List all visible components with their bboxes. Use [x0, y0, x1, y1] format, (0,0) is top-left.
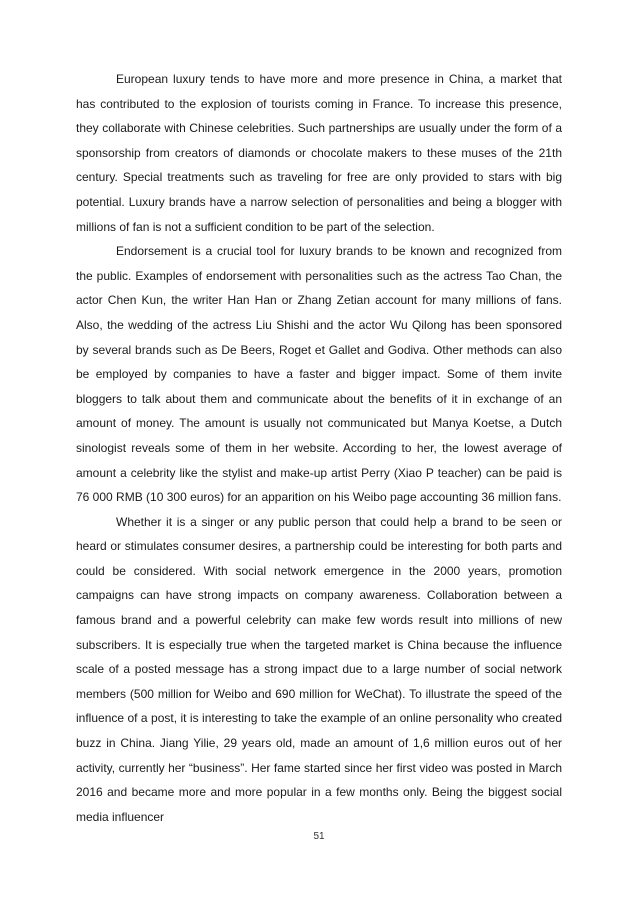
paragraph-partnership: Whether it is a singer or any public person that could help a brand to be seen or heard or stimulates consumer desires, a partnership could be interesting for both parts and could be considered. With social network emergence in the 2000 years, promotion campaigns can have strong impacts on company awareness. Collaboration between a famous brand and a powerful celebrity can make few words result into millions of new subscribers. It is especially true when the targeted market is China because the influence scale of a posted message has a strong impact due to a large number of social network members (500 million for Weibo and 690 million for WeChat). To illustrate the speed of the influence of a post, it is interesting to take the example of an online personality who created buzz in China. Jiang Yilie, 29 years old, made an amount of 1,6 million euros out of her activity, currently her “business”. Her fame started since her first video was posted in March 2016 and became more and more popular in a few months only. Being the biggest social media influencer	[76, 514, 562, 824]
page-number: 51	[313, 831, 325, 842]
paragraph-luxury-presence: European luxury tends to have more and more presence in China, a market that has contributed to the explosion of tourists coming in France. To increase this presence, they collaborate with Chinese celebrities. Such partnerships are usually under the form of a sponsorship from creators of diamonds or chocolate makers to these muses of the 21th century. Special treatments such as traveling for free are only provided to stars with big potential. Luxury brands have a narrow selection of personalities and being a blogger with millions of fan is not a sufficient condition to be part of the selection.	[76, 72, 562, 234]
body-text	[76, 67, 562, 829]
paragraph-endorsement: Endorsement is a crucial tool for luxury brands to be known and recognized from the public. Examples of endorsement with personalities such as the actress Tao Chan, the actor Chen Kun, the writer Han Han or Zhang Zetian account for many millions of fans. Also, the wedding of the actress Liu Shishi and the actor Wu Qilong has been sponsored by several brands such as De Beers, Roget et Gallet and Godiva. Other methods can also be employed by companies to have a faster and bigger impact. Some of them invite bloggers to talk about them and communicate about the benefits of it in exchange of an amount of money. The amount is usually not communicated but Manya Koetse, a Dutch sinologist reveals some of them in her website. According to her, the lowest average of amount a celebrity like the stylist and make-up artist Perry (Xiao P teacher) can be paid is 76 000 RMB (10 300 euros) for an apparition on his Weibo page accounting 36 million fans.	[76, 244, 562, 505]
